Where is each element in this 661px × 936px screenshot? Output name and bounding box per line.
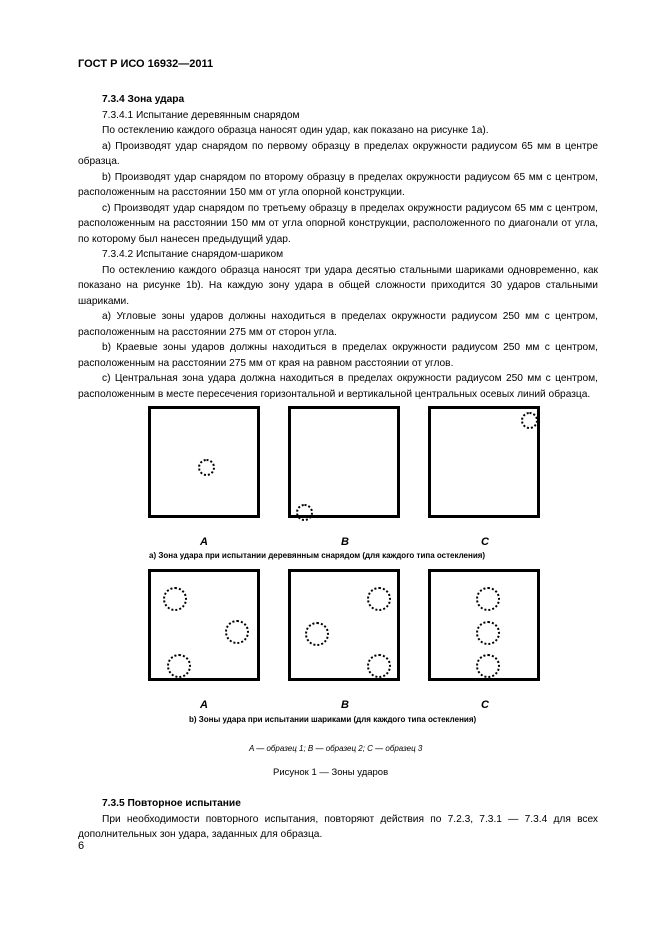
impact-zone (167, 654, 191, 678)
paragraph: c) Центральная зона удара должна находиться в пределах окружности радиусом 250 мм с центром, расположенным в месте пересечения горизонтальной и вертикальной центральных осевых линий образца. (78, 373, 598, 400)
document-header: ГОСТ Р ИСО 16932—2011 (78, 58, 214, 70)
page-number: 6 (78, 840, 85, 852)
paragraph: По остеклению каждого образца наносят три удара десятью стальными шариками одновременно, как показано на рисунке 1b). На каждую зону удара в общей сложности приходится 30 ударов стальными шариками. (78, 264, 598, 307)
impact-zone (163, 587, 187, 611)
figure-caption-b: b) Зоны удара при испытании шариками (для каждого типа остекления) (189, 715, 477, 724)
impact-zone (367, 654, 391, 678)
specimen-c-balls (428, 569, 540, 681)
section-heading: 7.3.5 Повторное испытание (102, 798, 241, 809)
impact-zone (367, 587, 391, 611)
impact-zone (476, 621, 500, 645)
specimen-b-wood (288, 406, 400, 518)
paragraph: b) Производят удар снарядом по второму образцу в пределах окружности радиусом 65 мм с центром, расположенным на расстоянии 150 мм от угла опорной конструкции. (78, 171, 598, 198)
impact-zone (476, 654, 500, 678)
section-7-3-4 (78, 92, 598, 402)
section-heading: 7.3.4 Зона удара (102, 94, 185, 105)
impact-zone (476, 587, 500, 611)
paragraph: При необходимости повторного испытания, повторяют действия по 7.2.3, 7.3.1 — 7.3.4 для всех дополнительных зон удара, заданных для образца. (78, 813, 598, 840)
paragraph: c) Производят удар снарядом по третьему образцу в пределах окружности радиусом 65 мм с центром, расположенным на расстоянии 150 мм от угла опорной конструкции, расположенного по диагонали от угла, по которому был нанесен предыдущий удар. (78, 202, 598, 245)
figure-caption-a: a) Зона удара при испытании деревянным снарядом (для каждого типа остекления) (149, 551, 486, 560)
label-b: B (341, 536, 349, 548)
label-c: C (481, 536, 489, 548)
paragraph: a) Производят удар снарядом по первому образцу в пределах окружности радиусом 65 мм в центре образца. (78, 140, 598, 167)
figure-title: Рисунок 1 — Зоны ударов (273, 767, 389, 778)
paragraph: По остеклению каждого образца наносят один удар, как показано на рисунке 1а). (102, 125, 489, 136)
impact-zone (521, 412, 538, 429)
specimen-a-wood (148, 406, 260, 518)
section-7-3-5 (78, 796, 598, 843)
subsection-title: 7.3.4.2 Испытание снарядом-шариком (102, 249, 284, 260)
label-c: C (481, 699, 489, 711)
subsection-title: 7.3.4.1 Испытание деревянным снарядом (102, 109, 300, 121)
specimen-c-wood (428, 406, 540, 518)
specimen-a-balls (148, 569, 260, 681)
paragraph: a) Угловые зоны ударов должны находиться в пределах окружности радиусом 250 мм с центром, расположенным на расстоянии 275 мм от сторон угла. (78, 311, 598, 338)
label-b: B (341, 699, 349, 711)
impact-zone (305, 622, 329, 646)
label-a: A (200, 699, 208, 711)
label-a: A (200, 536, 208, 548)
impact-zone (198, 459, 215, 476)
figure-legend: A — образец 1; B — образец 2; C — образец 3 (249, 744, 423, 753)
specimen-b-balls (288, 569, 400, 681)
impact-zone (296, 504, 313, 521)
paragraph: b) Краевые зоны ударов должны находиться в пределах окружности радиусом 250 мм с центром, расположенным на расстоянии 275 мм от края на равном расстоянии от углов. (78, 342, 598, 369)
impact-zone (225, 620, 249, 644)
